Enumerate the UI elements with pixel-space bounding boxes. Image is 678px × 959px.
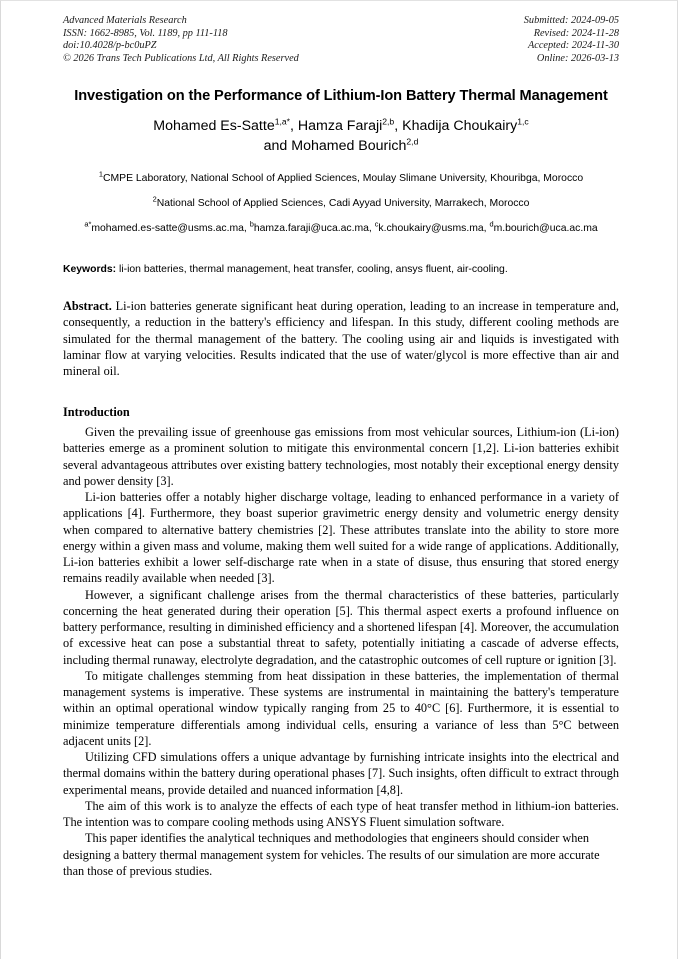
paragraph: Given the prevailing issue of greenhouse gas emissions from most vehicular sources, Lithium-ion (Li-ion) batteries emerge as a prominent solution to mitigate this environmental concern [1,2]. Li-ion batteries exhibit several advantageous attributes over existing battery technologies, most notably their exceptional energy density and power density [3]. — [63, 425, 619, 488]
author-line-1 — [63, 116, 619, 136]
keywords-label: Keywords: — [63, 264, 117, 276]
author-conjunction: and — [263, 138, 292, 155]
author-name: Mohamed Es-Satte — [153, 118, 275, 135]
journal-doi: doi:10.4028/p-bc0uPZ — [63, 40, 157, 52]
paragraph: Li-ion batteries offer a notably higher discharge voltage, leading to enhanced performance in a variety of applications [4]. Furthermore, they boast superior gravimetric energy density and volumetric energy density when compared to alternative battery chemistries [2]. These attributes translate into the ability to store more energy within a given mass and volume, making them well suited for a wide range of applications. Additionally, Li-ion batteries exhibit a lower self-discharge rate when in a state of disuse, thus ensuring that stored energy remains readily available when needed [3]. — [63, 490, 619, 586]
author-affiliation-marker: 2,d — [406, 136, 419, 147]
affiliation-text: CMPE Laboratory, National School of Applied Sciences, Moulay Slimane University, Khouribga, Morocco — [103, 173, 584, 185]
email-address[interactable]: k.choukairy@usms.ma, — [378, 222, 490, 234]
affiliations-block — [63, 169, 619, 235]
journal-header-right — [524, 15, 619, 65]
email-marker: d — [489, 219, 494, 229]
paragraph: This paper identifies the analytical techniques and methodologies that engineers should consider when designing a battery thermal management system for vehicles. The results of our simulation are more accurate than those of previous studies. — [63, 831, 600, 878]
paragraph: Utilizing CFD simulations offers a unique advantage by furnishing intricate insights into the electrical and thermal domains within the battery during operational phases [7]. Such insights, often difficult to extract through experimental means, provide detailed and nuanced information [4,8]. — [63, 750, 619, 797]
author-name: Khadija Choukairy — [402, 118, 518, 135]
paragraph: The aim of this work is to analyze the effects of each type of heat transfer method in lithium-ion batteries. The intention was to compare cooling methods using ANSYS Fluent simulation software. — [63, 798, 619, 830]
author-separator: , — [290, 118, 298, 135]
journal-issn-volume: ISSN: 1662-8985, Vol. 1189, pp 111-118 — [63, 27, 228, 39]
paragraph: To mitigate challenges stemming from heat dissipation in these batteries, the implementation of thermal management systems is imperative. These systems are instrumental in maintaining the battery's temperature within an optimal operational window typically ranging from 25 to 40°C [6]. Furthermore, it is essential to minimize temperature differentials among individual cells, ensuring a variance of less than 5°C between adjacent units [2]. — [63, 668, 619, 748]
date-accepted: Accepted: 2024-11-30 — [527, 40, 619, 52]
journal-header — [63, 15, 619, 65]
page-title: Investigation on the Performance of Lithium-Ion Battery Thermal Management — [74, 88, 608, 105]
email-address[interactable]: m.bourich@uca.ac.ma — [493, 222, 598, 234]
page-content — [63, 15, 619, 879]
introduction-heading: Introduction — [63, 405, 130, 420]
date-online: Online: 2026-03-13 — [536, 52, 619, 64]
affiliation-marker: 1 — [98, 169, 103, 179]
author-emails — [81, 219, 601, 236]
email-marker: a* — [84, 219, 92, 229]
affiliation-marker: 2 — [152, 194, 157, 204]
journal-header-left — [63, 15, 299, 65]
author-name: Mohamed Bourich — [291, 138, 407, 155]
author-separator: , — [394, 118, 403, 135]
abstract-text: Li-ion batteries generate significant heat during operation, leading to an increase in temperature and, consequently, a reduction in the battery's efficiency and lifespan. In this study, different cooling methods are simulated for the thermal management of the battery. The cooling using air and liquids is investigated with laminar flow at varying velocities. Results indicated that the use of water/glycol is more effective than air and mineral oil. — [63, 299, 619, 378]
email-marker: c — [374, 219, 379, 229]
author-line-2 — [63, 136, 619, 156]
journal-copyright: © 2026 Trans Tech Publications Ltd, All Rights Reserved — [63, 52, 299, 64]
email-address[interactable]: hamza.faraji@uca.ac.ma, — [253, 222, 375, 234]
author-affiliation-marker: 1,a* — [274, 116, 291, 127]
email-address[interactable]: mohamed.es-satte@usms.ac.ma, — [91, 222, 250, 234]
affiliation-item — [81, 169, 601, 186]
keywords-text: li-ion batteries, thermal management, heat transfer, cooling, ansys fluent, air-cooling. — [116, 264, 508, 276]
keywords-section — [63, 263, 619, 277]
author-affiliation-marker: 2,b — [382, 116, 395, 127]
author-affiliation-marker: 1,c — [517, 116, 529, 127]
date-revised: Revised: 2024-11-28 — [533, 27, 619, 39]
paragraph: However, a significant challenge arises from the thermal characteristics of these batteries, particularly concerning the heat generated during their operation [5]. This thermal aspect exerts a profound influence on battery performance, resulting in diminished efficiency and a shortened lifespan [4]. Moreover, the accumulation of excessive heat can pose a substantial threat to safety, potentially initiating a cascade of adverse effects, including thermal runaway, electrolyte degradation, and the catastrophic outcomes of cell rupture or ignition [3]. — [63, 587, 619, 667]
author-list — [63, 116, 619, 156]
journal-name: Advanced Materials Research — [63, 15, 187, 26]
date-submitted: Submitted: 2024-09-05 — [523, 15, 619, 26]
abstract-label: Abstract. — [63, 299, 112, 314]
author-name: Hamza Faraji — [297, 118, 383, 135]
introduction-body — [63, 424, 619, 879]
affiliation-item — [81, 194, 601, 211]
affiliation-text: National School of Applied Sciences, Cadi Ayyad University, Marrakech, Morocco — [156, 197, 530, 209]
email-marker: b — [249, 219, 254, 229]
abstract-section — [63, 298, 619, 379]
